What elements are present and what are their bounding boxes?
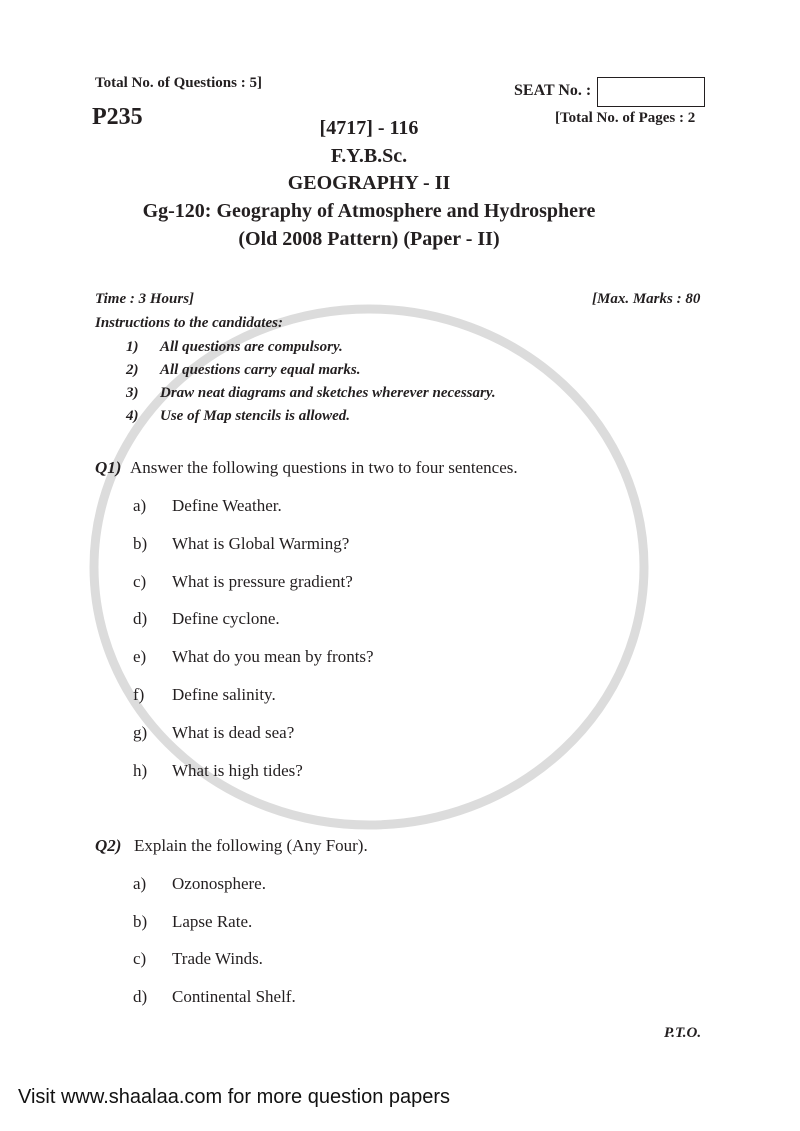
question-item: What is pressure gradient? [172, 571, 353, 591]
paper-number: [4717] - 116 [319, 117, 419, 139]
footer-link-text[interactable]: Visit www.shaalaa.com for more question papers [18, 1086, 451, 1108]
question-item: Define salinity. [172, 685, 276, 704]
item-label: f) [133, 685, 145, 704]
question-item: Ozonosphere. [172, 874, 266, 893]
total-questions: Total No. of Questions : 5] [95, 75, 262, 91]
subject: GEOGRAPHY - II [287, 172, 451, 194]
q1-number: Q1) [95, 458, 122, 477]
instruction: All questions carry equal marks. [160, 362, 361, 378]
instruction: Draw neat diagrams and sketches wherever necessary. [160, 385, 496, 401]
question-item: Define cyclone. [172, 609, 280, 629]
total-pages: [Total No. of Pages : 2 [555, 110, 696, 126]
instructions-title: Instructions to the candidates: [95, 315, 283, 331]
question-item: What is high tides? [172, 760, 303, 780]
instruction: Use of Map stencils is allowed. [160, 408, 350, 424]
item-label: h) [133, 760, 148, 780]
item-label: d) [133, 609, 148, 629]
item-label: c) [133, 571, 147, 591]
question-item: What is dead sea? [172, 722, 295, 742]
pattern: (Old 2008 Pattern) (Paper - II) [238, 228, 500, 250]
paper-title: Gg-120: Geography of Atmosphere and Hydrosphere [142, 200, 596, 222]
instruction-num: 4) [126, 408, 139, 424]
time: Time : 3 Hours] [95, 291, 195, 307]
question-item: What is Global Warming? [172, 533, 350, 553]
item-label: g) [133, 722, 148, 742]
max-marks: [Max. Marks : 80 [592, 291, 701, 307]
question-item: Continental Shelf. [172, 986, 296, 1006]
paper-code: P235 [92, 104, 143, 130]
instruction: All questions are compulsory. [160, 339, 343, 355]
seat-label: SEAT No. : [514, 82, 592, 99]
instruction-num: 2) [126, 362, 139, 378]
item-label: b) [133, 533, 148, 553]
item-label: a) [133, 496, 147, 515]
item-label: d) [133, 986, 148, 1006]
course: F.Y.B.Sc. [330, 145, 408, 167]
question-item: Trade Winds. [172, 949, 263, 968]
q2-number: Q2) [95, 836, 122, 855]
q1-text: Answer the following questions in two to four sentences. [130, 458, 518, 477]
question-item: Lapse Rate. [172, 911, 253, 931]
question-item: Define Weather. [172, 496, 282, 515]
item-label: a) [133, 874, 147, 893]
pto: P.T.O. [664, 1025, 702, 1041]
q2-text: Explain the following (Any Four). [134, 836, 368, 855]
item-label: c) [133, 949, 147, 968]
seat-number-box[interactable] [597, 77, 705, 107]
instruction-num: 3) [126, 385, 139, 401]
instruction-num: 1) [126, 339, 139, 355]
item-label: e) [133, 647, 147, 667]
item-label: b) [133, 911, 148, 931]
question-item: What do you mean by fronts? [172, 647, 374, 667]
